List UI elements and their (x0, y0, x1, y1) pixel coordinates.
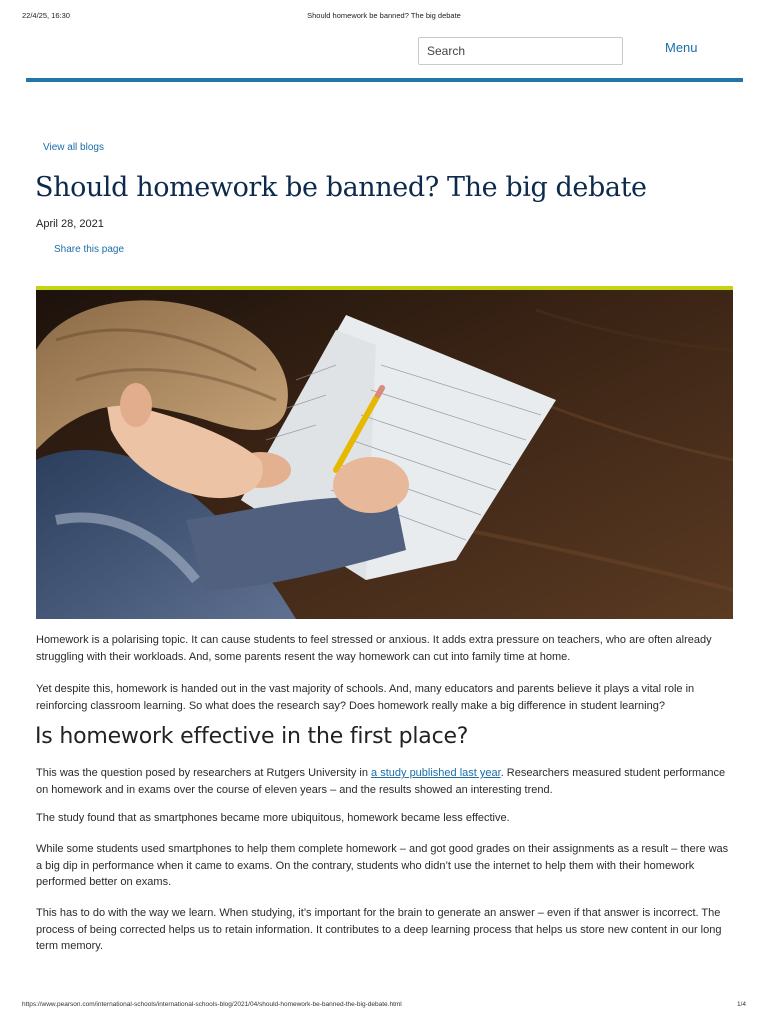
share-page-link[interactable]: Share this page (54, 244, 125, 255)
hero-image (36, 290, 733, 619)
print-footer (0, 1001, 768, 1013)
article-paragraph (36, 765, 734, 798)
study-link[interactable]: a study published last year (371, 767, 501, 779)
section-heading: Is homework effective in the first place? (35, 724, 469, 749)
menu-button[interactable]: Menu (665, 40, 698, 55)
paragraph-text: This was the question posed by researchers at Rutgers University in (36, 767, 372, 779)
view-all-blogs-link[interactable]: View all blogs (43, 142, 104, 153)
hero-photo-child-doing-homework-icon (36, 290, 733, 619)
print-timestamp: 22/4/25, 16:30 (22, 11, 70, 20)
print-page-number: 1/4 (736, 1001, 746, 1008)
paragraph-text: . Researchers measured student performance on homework and in exams over the course of eleven years – and the results showed an interesting trend. (36, 767, 726, 796)
post-date: April 28, 2021 (36, 218, 104, 230)
article-paragraph: Homework is a polarising topic. It can cause students to feel stressed or anxious. It adds extra pressure on teachers, who are often already struggling with their workloads. And, some parents resent the way homework can cut into family time at home. (36, 634, 712, 663)
print-url: https://www.pearson.com/international-schools/international-schools-blog/2021/04/should-homework-be-banned-the-big-debate.html (22, 1001, 402, 1008)
article-paragraph: While some students used smartphones to help them complete homework – and got good grades on their assignments as a result – there was a big dip in performance when it came to exams. On the contrary, students who didn’t use the internet to help them with their homework performed better on exams. (36, 843, 729, 888)
article-paragraph: Yet despite this, homework is handed out in the vast majority of schools. And, many educators and parents believe it plays a vital role in reinforcing classroom learning. So what does the research say? Does homework really make a big difference in student learning? (36, 683, 695, 712)
print-doc-title: Should homework be banned? The big debate (307, 11, 461, 20)
article-paragraph: The study found that as smartphones became more ubiquitous, homework became less effective. (36, 812, 510, 824)
header-divider (26, 78, 743, 82)
page-title: Should homework be banned? The big debate (35, 172, 647, 203)
print-header (0, 11, 768, 23)
article-paragraph: This has to do with the way we learn. When studying, it’s important for the brain to generate an answer – even if that answer is incorrect. The process of being corrected helps us to retain information. It contributes to a deep learning process that helps us store new content in our long term memory. (36, 907, 722, 952)
search-input[interactable] (418, 37, 623, 65)
